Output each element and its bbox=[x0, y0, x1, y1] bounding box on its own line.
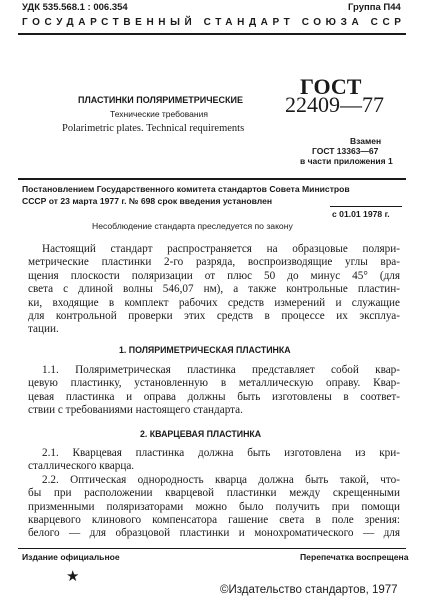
copyright: ©Издательство стандартов, 1977 bbox=[220, 584, 398, 596]
section-1-line: цевую пластинку, установленную в металлическую оправу. Квар- bbox=[28, 377, 400, 390]
replaces-gost: ГОСТ 13363—67 bbox=[312, 146, 379, 156]
intro-line: света с длиной волны 546,07 нм), а также контрольные пластин- bbox=[28, 283, 400, 296]
section-2-line: белого — для образцовой пластинки и монохроматического — для bbox=[28, 527, 400, 540]
intro-line: ки, входящие в комплект рабочих средств измерений и служащие bbox=[28, 296, 400, 309]
title-block-rule bbox=[18, 178, 406, 180]
intro-paragraph bbox=[28, 243, 400, 337]
section-1-heading: 1. ПОЛЯРИМЕТРИЧЕСКАЯ ПЛАСТИНКА bbox=[119, 345, 291, 355]
effective-date: с 01.01 1978 г. bbox=[332, 209, 390, 219]
intro-line: метрические пластинки 2-го разряда, воспроизводящие углы вра- bbox=[28, 256, 400, 269]
section-1-line: цевая пластинка и оправа должны быть изготовлены в соответ- bbox=[28, 390, 400, 403]
gost-label: ГОСТ bbox=[300, 74, 362, 99]
section-1-body bbox=[28, 364, 400, 418]
section-2-body bbox=[28, 447, 400, 541]
section-1-line: 1.1. Поляриметрическая пластинка представляет собой квар- bbox=[42, 364, 400, 376]
document-subtitle: Технические требования bbox=[110, 109, 208, 119]
intro-line: щения плоскости поляризации от плюс 50 до минус 45° (для bbox=[28, 269, 400, 282]
section-2-line: бы при расположении кварцевой пластинки между скрещенными bbox=[28, 487, 400, 500]
reprint-prohibited: Перепечатка воспрещена bbox=[300, 552, 409, 562]
header-rule bbox=[18, 33, 406, 35]
section-2-line: кварцевого клинового компенсатора гашение света в поле зрения: bbox=[28, 514, 400, 527]
law-warning: Несоблюдение стандарта преследуется по закону bbox=[92, 221, 293, 231]
group-code: Группа П44 bbox=[348, 2, 401, 13]
official-edition: Издание официальное bbox=[22, 552, 120, 562]
intro-line: тации. bbox=[28, 323, 59, 336]
intro-line: для контрольной проверки этих средств в процессе их эксплуа- bbox=[28, 310, 400, 323]
section-2-heading: 2. КВАРЦЕВАЯ ПЛАСТИНКА bbox=[140, 429, 262, 439]
udk-code: УДК 535.568.1 : 006.354 bbox=[22, 2, 128, 13]
section-2-line: призменными поляризаторами можно было получить при помощи bbox=[28, 500, 400, 513]
replaces-note: в части приложения 1 bbox=[300, 156, 393, 166]
section-2-line: 2.1. Кварцевая пластинка должна быть изготовлена из кри- bbox=[42, 447, 400, 459]
section-1-line: ствии с требованиями настоящего стандарта. bbox=[28, 404, 243, 417]
replaces-label: Взамен bbox=[350, 136, 382, 146]
intro-line: Настоящий стандарт распространяется на образцовые поляри- bbox=[42, 243, 400, 255]
section-2-line: 2.2. Оптическая однородность кварца должна быть такой, что- bbox=[42, 473, 400, 486]
decree-line-2: СССР от 23 марта 1977 г. № 698 срок введения установлен bbox=[22, 196, 273, 206]
document-title: ПЛАСТИНКИ ПОЛЯРИМЕТРИЧЕСКИЕ bbox=[78, 95, 244, 105]
document-title-english: Polarimetric plates. Technical requirements bbox=[62, 123, 245, 134]
standard-banner: ГОСУДАРСТВЕННЫЙ СТАНДАРТ СОЮЗА ССР bbox=[22, 17, 406, 28]
gost-number: 22409—77 bbox=[285, 92, 384, 117]
decree-line-1: Постановлением Государственного комитета стандартов Совета Министров bbox=[22, 184, 350, 194]
effective-date-rule bbox=[330, 206, 402, 207]
section-2-line: сталлического кварца. bbox=[28, 460, 135, 473]
star-icon: ★ bbox=[66, 567, 80, 585]
footer-rule bbox=[18, 548, 406, 549]
